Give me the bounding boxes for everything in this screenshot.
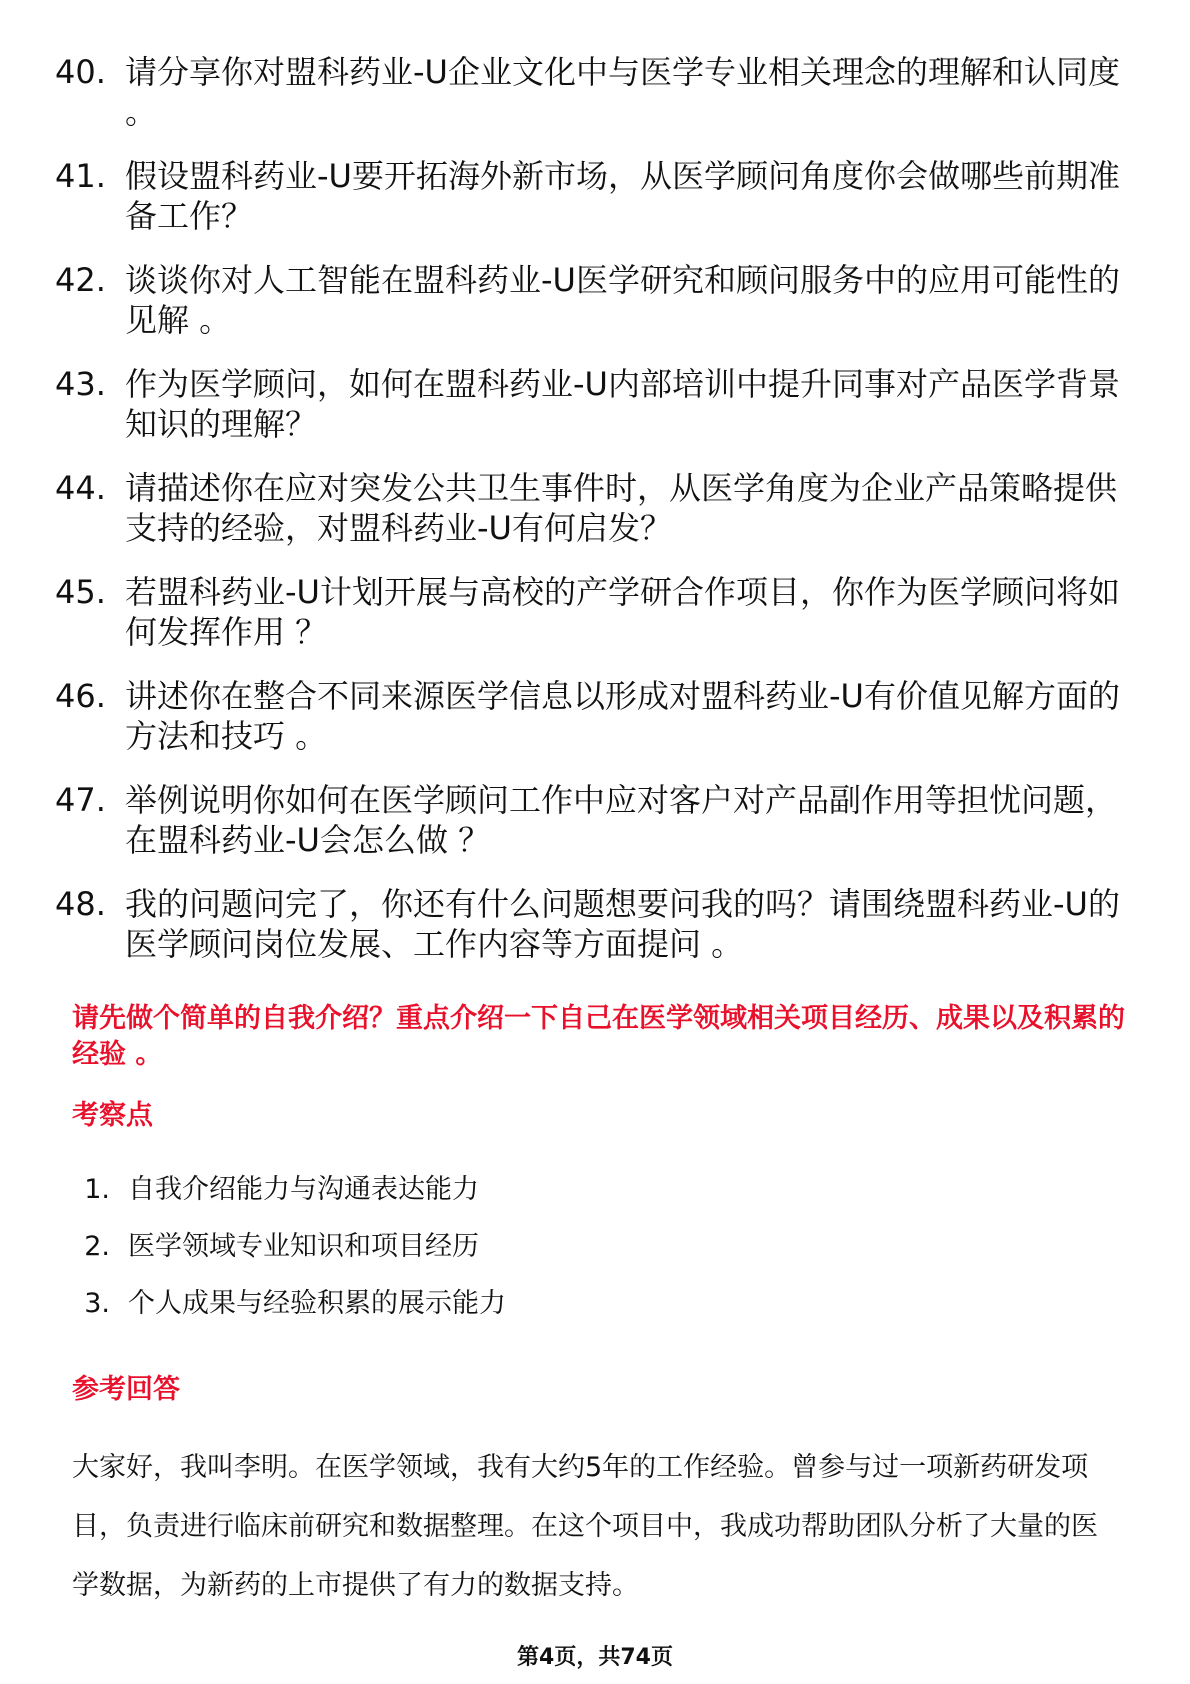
question-text: 请描述你在应对突发公共卫生事件时，从医学角度为企业产品策略提供支持的经验，对盟科药业-U有何启发？ (125, 469, 1118, 547)
focus-number: 2. (84, 1231, 110, 1262)
question-number: 41. (55, 157, 106, 195)
focus-number: 1. (84, 1174, 110, 1205)
question-text: 请分享你对盟科药业-U企业文化中与医学专业相关理念的理解和认同度 。 (125, 53, 1120, 131)
question-item (55, 884, 1125, 964)
question-text: 若盟科药业-U计划开展与高校的产学研合作项目，你作为医学顾问将如何发挥作用 ？ (125, 573, 1120, 651)
question-item (55, 156, 1125, 236)
focus-item (72, 1227, 1072, 1267)
question-item (55, 260, 1125, 340)
focus-text: 医学领域专业知识和项目经历 (128, 1231, 479, 1262)
question-number: 42. (55, 261, 106, 299)
question-number: 46. (55, 677, 106, 715)
question-number: 47. (55, 781, 106, 819)
question-number: 44. (55, 469, 106, 507)
focus-text: 个人成果与经验积累的展示能力 (128, 1288, 506, 1319)
focus-text: 自我介绍能力与沟通表达能力 (128, 1174, 479, 1205)
question-item (55, 676, 1125, 756)
question-number: 45. (55, 573, 106, 611)
reference-heading: 参考回答 (72, 1374, 180, 1405)
question-item (55, 52, 1125, 132)
question-number: 43. (55, 365, 106, 403)
question-number: 40. (55, 53, 106, 91)
question-text: 谈谈你对人工智能在盟科药业-U医学研究和顾问服务中的应用可能性的见解 。 (125, 261, 1120, 339)
question-item (55, 780, 1125, 860)
focus-list (72, 1170, 1072, 1341)
question-text: 我的问题问完了，你还有什么问题想要问我的吗？请围绕盟科药业-U的医学顾问岗位发展、工作内容等方面提问 。 (125, 885, 1120, 963)
question-text: 举例说明你如何在医学顾问工作中应对客户对产品副作用等担忧问题，在盟科药业-U会怎么做 ？ (125, 781, 1118, 859)
question-text: 作为医学顾问，如何在盟科药业-U内部培训中提升同事对产品医学背景知识的理解？ (125, 365, 1120, 443)
reference-answer: 大家好，我叫李明。在医学领域，我有大约5年的工作经验。曾参与过一项新药研发项目，负责进行临床前研究和数据整理。在这个项目中，我成功帮助团队分析了大量的医学数据，为新药的上市提供了有力的数据支持。 (72, 1452, 1098, 1601)
question-item (55, 572, 1125, 652)
page-footer: 第4页，共74页 (517, 1645, 673, 1670)
intro-question: 请先做个简单的自我介绍？重点介绍一下自己在医学领域相关项目经历、成果以及积累的经验 。 (72, 1003, 1125, 1070)
question-list (55, 52, 1125, 988)
focus-number: 3. (84, 1288, 110, 1319)
question-number: 48. (55, 885, 106, 923)
focus-item (72, 1284, 1072, 1324)
question-text: 讲述你在整合不同来源医学信息以形成对盟科药业-U有价值见解方面的方法和技巧 。 (125, 677, 1120, 755)
focus-item (72, 1170, 1072, 1210)
question-item (55, 468, 1125, 548)
focus-heading: 考察点 (72, 1100, 153, 1131)
question-item (55, 364, 1125, 444)
question-text: 假设盟科药业-U要开拓海外新市场，从医学顾问角度你会做哪些前期准备工作？ (125, 157, 1120, 235)
